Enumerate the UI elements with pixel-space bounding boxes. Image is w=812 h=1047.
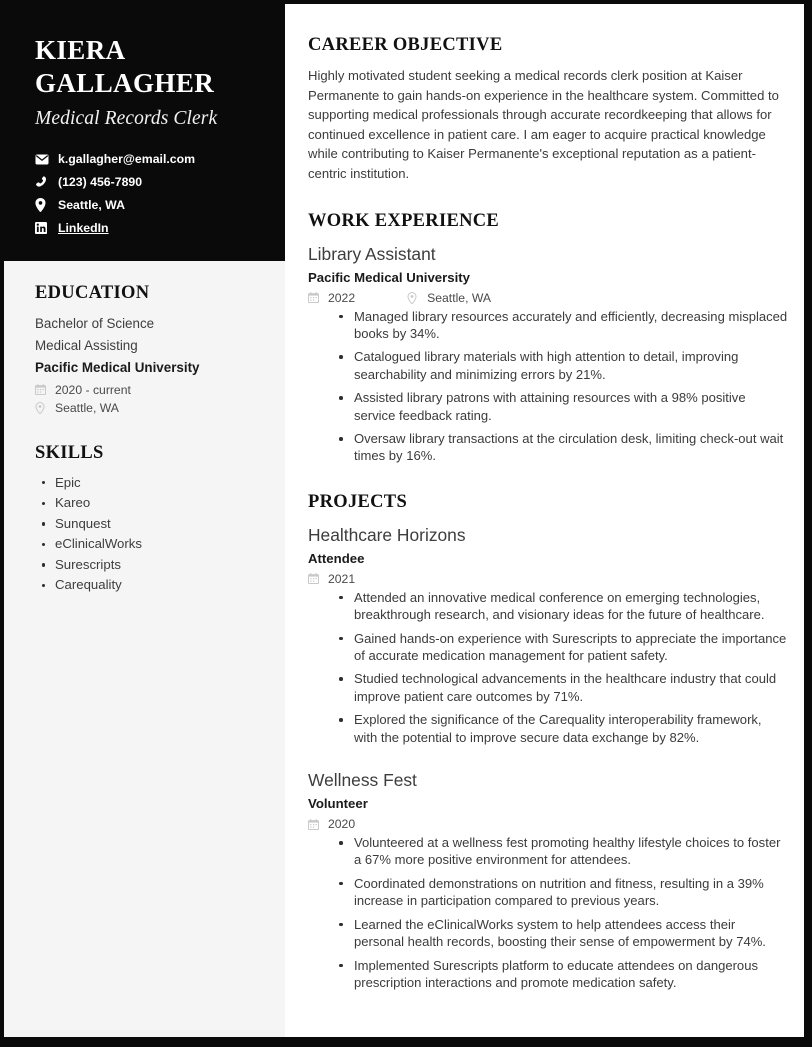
projects-section: [308, 492, 788, 992]
project-entry-meta: [308, 817, 788, 831]
work-entry-org: Pacific Medical University: [308, 269, 470, 285]
project-entry-bullets: [308, 834, 788, 991]
list-item: Gained hands-on experience with Surescripts to appreciate the importance of accurate medication management for patient safety.: [338, 630, 788, 665]
list-item: Kareo: [35, 493, 255, 514]
projects-heading: PROJECTS: [308, 491, 408, 512]
map-pin-icon: [35, 402, 50, 414]
calendar-icon: [308, 573, 323, 584]
work-entry: [308, 242, 788, 465]
contact-location: [35, 198, 255, 212]
main-column: [285, 4, 804, 1037]
education-school: Pacific Medical University: [35, 360, 200, 375]
education-location: Seattle, WA: [55, 400, 119, 415]
candidate-name-line-2: GALLAGHER: [35, 68, 215, 98]
list-item: Surescripts: [35, 555, 255, 576]
work-entry-dates: 2022: [328, 290, 356, 305]
work-entry-bullets: [308, 308, 788, 465]
work-entry-dates-row: [308, 291, 355, 305]
education-field: Medical Assisting: [35, 337, 138, 353]
list-item: Attended an innovative medical conference on emerging technologies, breakthrough research, and visionary ideas for the future of healthcare.: [338, 589, 788, 624]
contact-phone[interactable]: [35, 175, 255, 189]
candidate-job-title: Medical Records Clerk: [35, 108, 218, 129]
project-entry-bullets: [308, 589, 788, 746]
contact-email[interactable]: [35, 152, 255, 166]
work-entry-title: Library Assistant: [308, 243, 436, 264]
sidebar-body: [4, 261, 285, 596]
project-entry: [308, 768, 788, 991]
education-dates: 2020 - current: [55, 382, 131, 397]
sidebar-header: [4, 4, 285, 261]
list-item: Assisted library patrons with attaining resources with a 98% positive service feedback rating.: [338, 389, 788, 424]
project-entry-title: Healthcare Horizons: [308, 524, 466, 545]
skills-section: [35, 443, 255, 597]
resume-page: [4, 4, 804, 1037]
work-entry-meta: [308, 291, 788, 305]
list-item: Epic: [35, 473, 255, 494]
project-entry-dates-row: [308, 572, 355, 586]
calendar-icon: [308, 292, 323, 303]
education-dates-row: [35, 383, 255, 397]
list-item: Implemented Surescripts platform to educate attendees on dangerous prescription interactions and promote medication safety.: [338, 957, 788, 992]
skills-heading: SKILLS: [35, 442, 104, 463]
list-item: Explored the significance of the Carequality interoperability framework, with the potential to improve secure data exchange by 82%.: [338, 711, 788, 746]
project-entry-role: Attendee: [308, 550, 365, 566]
list-item: eClinicalWorks: [35, 534, 255, 555]
education-section: [35, 283, 255, 415]
project-entry-dates: 2020: [328, 817, 356, 832]
list-item: Oversaw library transactions at the circulation desk, limiting check-out wait times by 16%.: [338, 430, 788, 465]
contact-linkedin[interactable]: [35, 221, 255, 235]
contact-linkedin-text[interactable]: LinkedIn: [58, 221, 109, 235]
calendar-icon: [308, 819, 323, 830]
linkedin-icon: [35, 222, 52, 234]
work-entry-location-row: [407, 291, 491, 305]
project-entry-title: Wellness Fest: [308, 770, 417, 791]
project-entry-dates: 2021: [328, 571, 356, 586]
education-location-row: [35, 401, 255, 415]
list-item: Learned the eClinicalWorks system to help attendees access their personal health records, boosting their sense of empowerment by 74%.: [338, 916, 788, 951]
list-item: Studied technological advancements in the healthcare industry that could improve patient care outcomes by 71%.: [338, 670, 788, 705]
calendar-icon: [35, 384, 50, 395]
project-entry-role: Volunteer: [308, 796, 368, 812]
envelope-icon: [35, 154, 52, 165]
work-entry-location: Seattle, WA: [427, 290, 492, 305]
candidate-name-line-1: KIERA: [35, 35, 126, 65]
contact-list: [35, 152, 255, 235]
sidebar: [4, 4, 285, 1037]
skills-list: [35, 473, 255, 597]
career-objective-section: [308, 35, 788, 184]
contact-location-text: Seattle, WA: [58, 198, 125, 212]
contact-email-text: k.gallagher@email.com: [58, 152, 196, 166]
project-entry: [308, 523, 788, 746]
education-heading: EDUCATION: [35, 283, 150, 303]
career-objective-text: Highly motivated student seeking a medical records clerk position at Kaiser Permanente to gain hands-on experience in the healthcare system. Committed to supporting medical professionals through accurate recordkeeping that allows for continued excellence in patient care. I am eager to acquire practical knowledge while contributing to Kaiser Permanente's exceptional reputation as a patient-centric institution.: [308, 68, 779, 181]
phone-icon: [35, 176, 52, 189]
list-item: Carequality: [35, 575, 255, 596]
work-experience-heading: WORK EXPERIENCE: [308, 210, 500, 231]
list-item: Managed library resources accurately and efficiently, decreasing misplaced books by 34%.: [338, 308, 788, 343]
career-objective-heading: CAREER OBJECTIVE: [308, 35, 503, 55]
education-degree: Bachelor of Science: [35, 316, 155, 331]
project-entry-dates-row: [308, 817, 355, 831]
list-item: Catalogued library materials with high attention to detail, improving searchability and minimizing errors by 21%.: [338, 348, 788, 383]
map-pin-icon: [407, 292, 422, 304]
list-item: Sunquest: [35, 514, 255, 535]
list-item: Coordinated demonstrations on nutrition and fitness, resulting in a 39% increase in participation compared to previous years.: [338, 875, 788, 910]
project-entry-meta: [308, 572, 788, 586]
contact-phone-text: (123) 456-7890: [58, 175, 143, 189]
work-experience-section: [308, 211, 788, 465]
map-pin-icon: [35, 198, 52, 212]
list-item: Volunteered at a wellness fest promoting healthy lifestyle choices to foster a 67% more positive environment for attendees.: [338, 834, 788, 869]
